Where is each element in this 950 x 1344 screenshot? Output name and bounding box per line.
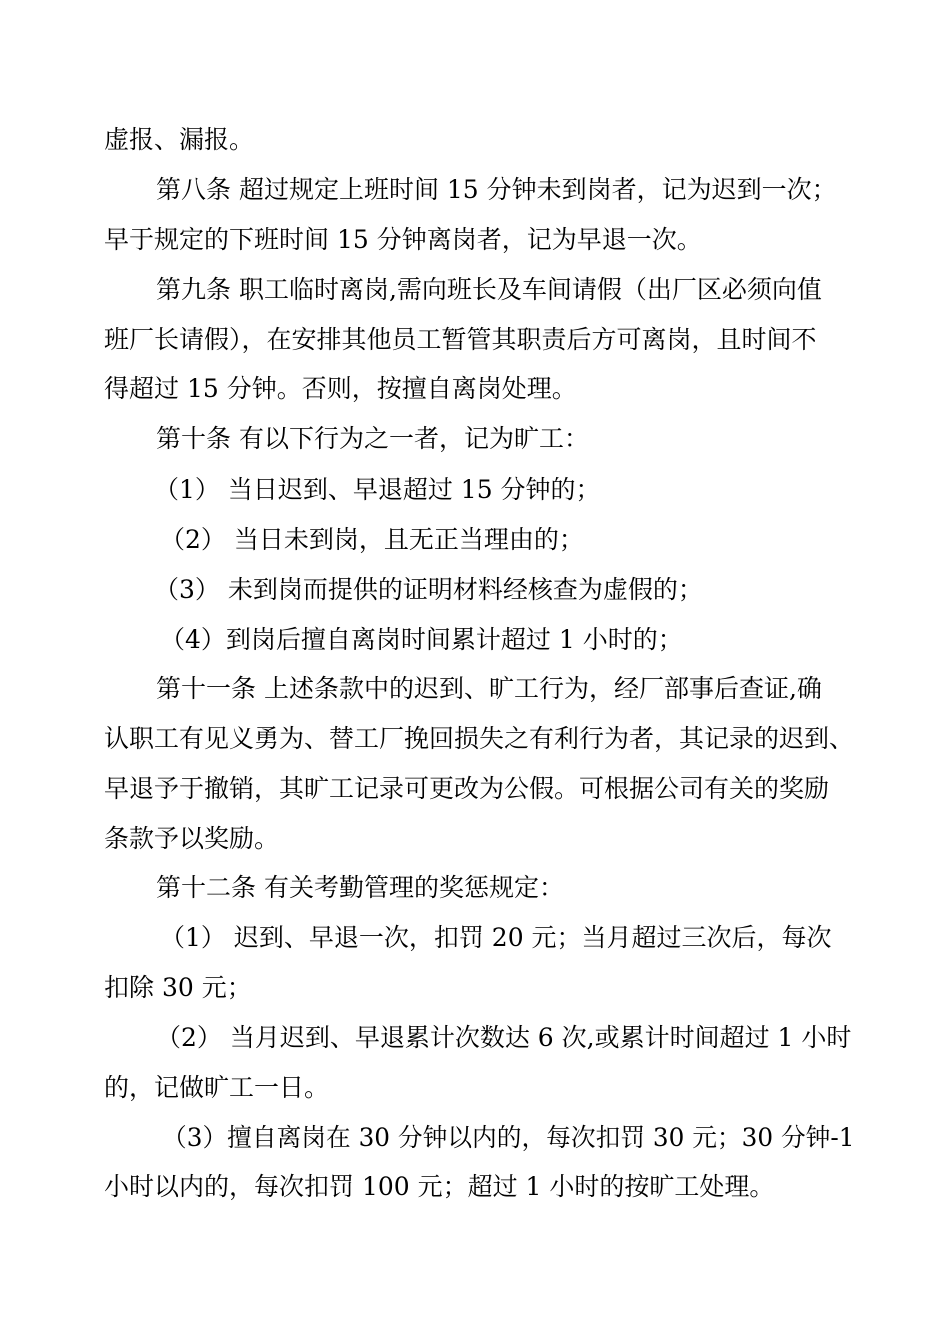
text-line-5: 班厂长请假），在安排其他员工暂管其职责后方可离岗，且时间不 [104,325,817,354]
text-line-3: 早于规定的下班时间 15 分钟离岗者，记为早退一次。 [104,225,702,254]
text-line-20: 的，记做旷工一日。 [104,1073,330,1102]
text-line-1: 虚报、漏报。 [104,125,255,154]
text-line-7: 第十条 有以下行为之一者，记为旷工： [156,424,589,453]
text-line-10: （3） 未到岗而提供的证明材料经核查为虚假的； [154,575,703,604]
text-line-11: （4）到岗后擅自离岗时间累计超过 1 小时的； [160,625,683,654]
text-line-21: （3）擅自离岗在 30 分钟以内的，每次扣罚 30 元；30 分钟-1 [162,1123,855,1152]
text-line-22: 小时以内的，每次扣罚 100 元；超过 1 小时的按旷工处理。 [104,1172,775,1201]
text-line-13: 认职工有见义勇为、替工厂挽回损失之有利行为者，其记录的迟到、 [104,724,855,753]
text-line-6: 得超过 15 分钟。否则，按擅自离岗处理。 [104,374,577,403]
text-line-9: （2） 当日未到岗，且无正当理由的； [160,525,584,554]
text-line-17: （1） 迟到、早退一次，扣罚 20 元；当月超过三次后，每次 [160,923,832,952]
text-line-16: 第十二条 有关考勤管理的奖惩规定： [156,873,564,902]
text-line-18: 扣除 30 元； [104,973,252,1002]
text-line-8: （1） 当日迟到、早退超过 15 分钟的； [154,475,601,504]
text-line-15: 条款予以奖励。 [104,824,280,853]
text-line-12: 第十一条 上述条款中的迟到、旷工行为，经厂部事后查证,确 [156,674,822,703]
text-line-19: （2） 当月迟到、早退累计次数达 6 次,或累计时间超过 1 小时 [156,1023,852,1052]
text-line-4: 第九条 职工临时离岗,需向班长及车间请假（出厂区必须向值 [156,275,822,304]
text-line-14: 早退予于撤销，其旷工记录可更改为公假。可根据公司有关的奖励 [104,774,830,803]
text-line-2: 第八条 超过规定上班时间 15 分钟未到岗者，记为迟到一次； [156,175,837,204]
